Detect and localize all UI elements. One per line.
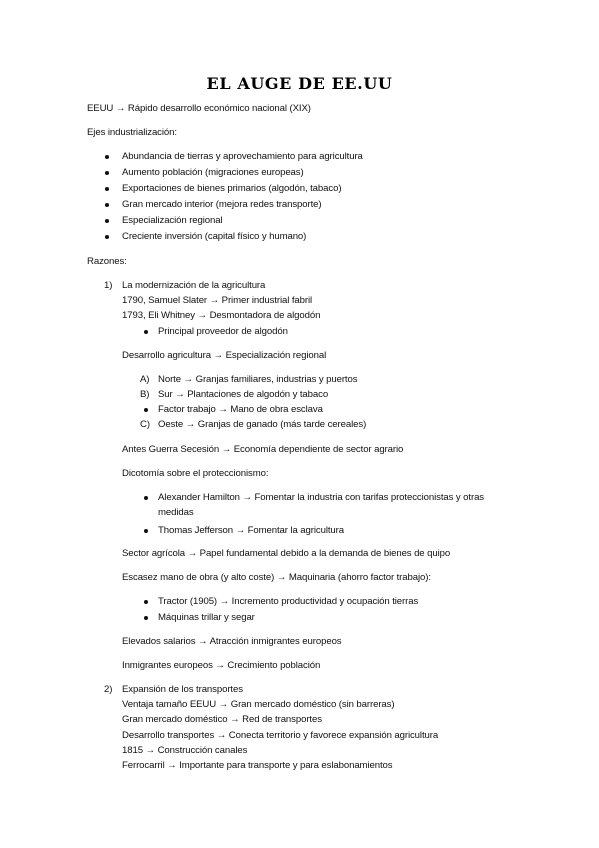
list-item-continuation: medidas xyxy=(158,507,194,518)
bullet-icon xyxy=(105,187,109,191)
text-line: 1815 → Construcción canales xyxy=(122,745,248,756)
list-item: Tractor (1905) → Incremento productividad y ocupación tierras xyxy=(158,596,419,607)
section-heading: La modernización de la agricultura xyxy=(122,280,266,291)
list-item: Sur → Plantaciones de algodón y tabaco xyxy=(158,389,329,400)
list-item: Aumento población (migraciones europeas) xyxy=(122,167,304,178)
text-line: Antes Guerra Secesión → Economía dependiente de sector agrario xyxy=(122,444,404,455)
list-item: Especialización regional xyxy=(122,215,223,226)
bullet-icon xyxy=(144,616,148,620)
list-marker: B) xyxy=(140,389,150,400)
bullet-icon xyxy=(105,235,109,239)
list-item: Exportaciones de bienes primarios (algodón, tabaco) xyxy=(122,183,342,194)
bullet-icon xyxy=(105,219,109,223)
razones-heading: Razones: xyxy=(87,256,127,267)
list-item: Principal proveedor de algodón xyxy=(158,326,288,337)
list-marker: C) xyxy=(140,419,150,430)
bullet-icon xyxy=(144,529,148,533)
section-heading: Expansión de los transportes xyxy=(122,684,243,695)
text-line: Sector agrícola → Papel fundamental debido a la demanda de bienes de quipo xyxy=(122,548,451,559)
list-item: Abundancia de tierras y aprovechamiento para agricultura xyxy=(122,151,363,162)
bullet-icon xyxy=(105,203,109,207)
text-line: Desarrollo agricultura → Especialización regional xyxy=(122,350,327,361)
text-line: Ferrocarril → Importante para transporte y para eslabonamientos xyxy=(122,760,393,771)
list-item: Creciente inversión (capital físico y humano) xyxy=(122,231,307,242)
ejes-heading: Ejes industrialización: xyxy=(87,127,177,138)
bullet-icon xyxy=(144,330,148,334)
text-line: Ventaja tamaño EEUU → Gran mercado doméstico (sin barreras) xyxy=(122,699,395,710)
page-title: EL AUGE DE EE.UU xyxy=(206,74,393,93)
list-marker: A) xyxy=(140,374,150,385)
bullet-icon xyxy=(144,408,148,412)
bullet-icon xyxy=(144,496,148,500)
text-line: 1790, Samuel Slater → Primer industrial fabril xyxy=(122,295,313,306)
text-line: Inmigrantes europeos → Crecimiento población xyxy=(122,660,321,671)
list-item: Factor trabajo → Mano de obra esclava xyxy=(158,404,323,415)
text-line: Gran mercado doméstico → Red de transportes xyxy=(122,714,322,725)
bullet-icon xyxy=(105,171,109,175)
list-item: Gran mercado interior (mejora redes transporte) xyxy=(122,199,322,210)
section-number: 1) xyxy=(104,280,113,291)
text-line: 1793, Eli Whitney → Desmontadora de algodón xyxy=(122,310,321,321)
bullet-icon xyxy=(105,155,109,159)
list-item: Máquinas trillar y segar xyxy=(158,612,255,623)
text-line: Dicotomía sobre el proteccionismo: xyxy=(122,468,269,479)
text-line: Elevados salarios → Atracción inmigrantes europeos xyxy=(122,636,342,647)
list-item: Thomas Jefferson → Fomentar la agricultura xyxy=(158,525,344,536)
text-line: Desarrollo transportes → Conecta territorio y favorece expansión agricultura xyxy=(122,730,439,741)
list-item: Norte → Granjas familiares, industrias y puertos xyxy=(158,374,358,385)
text-line: Escasez mano de obra (y alto coste) → Maquinaria (ahorro factor trabajo): xyxy=(122,572,431,583)
bullet-icon xyxy=(144,600,148,604)
intro-line: EEUU → Rápido desarrollo económico nacional (XIX) xyxy=(87,103,311,114)
list-item: Oeste → Granjas de ganado (más tarde cereales) xyxy=(158,419,367,430)
list-item: Alexander Hamilton → Fomentar la industria con tarifas proteccionistas y otras xyxy=(158,492,484,503)
section-number: 2) xyxy=(104,684,113,695)
